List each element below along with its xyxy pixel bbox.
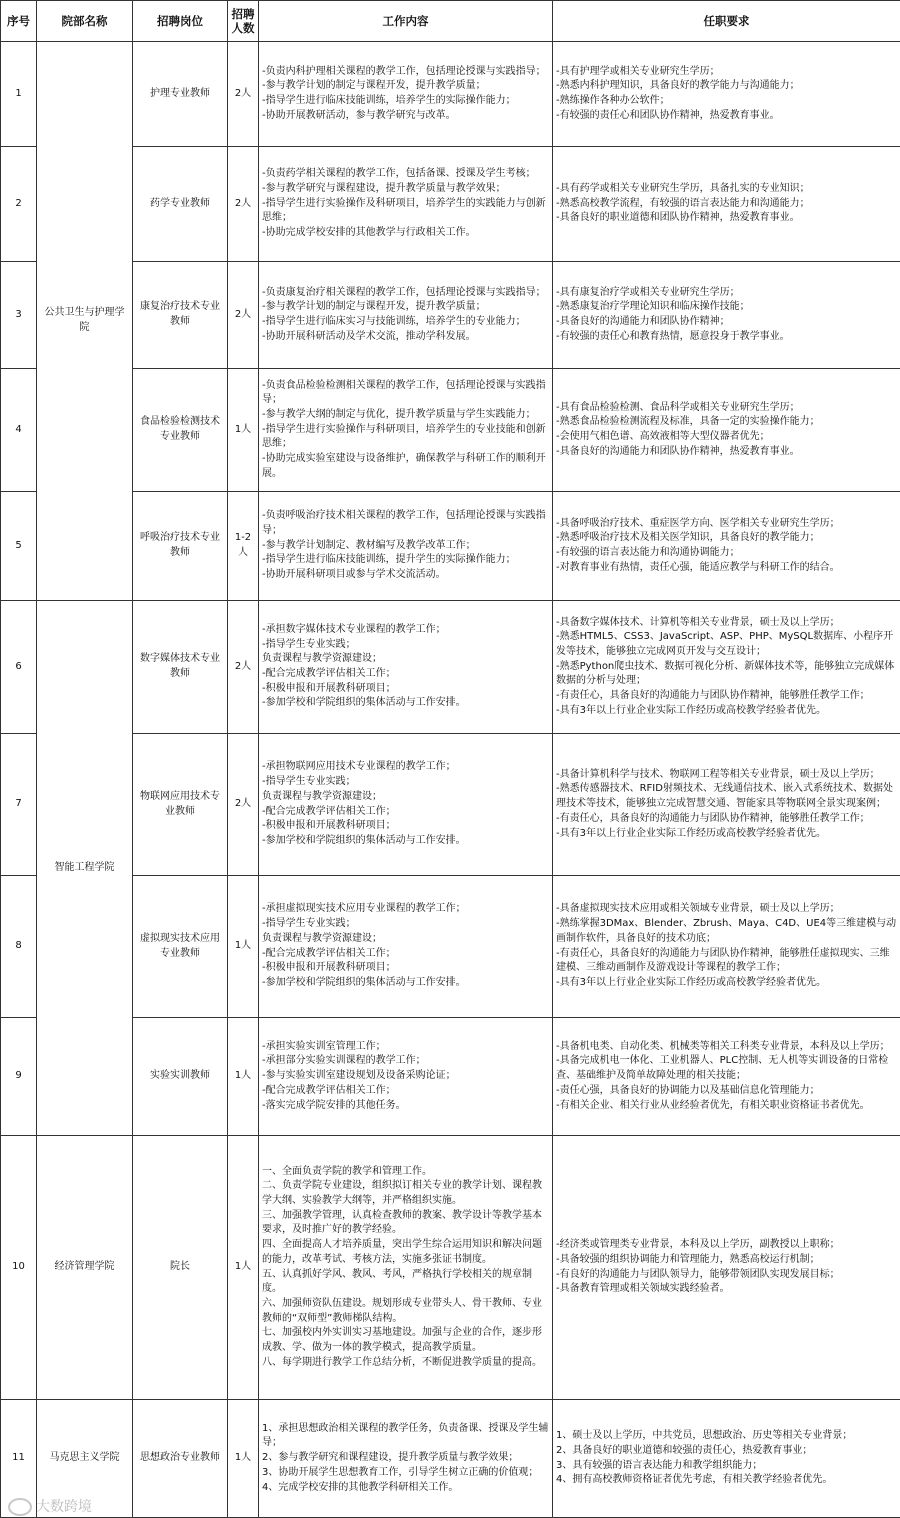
requirement-line: -熟悉康复治疗学理论知识和临床操作技能； — [556, 301, 750, 313]
row-number: 4 — [1, 369, 37, 492]
header-no: 序号 — [1, 1, 37, 42]
row-number: 1 — [1, 42, 37, 147]
row-number: 5 — [1, 492, 37, 601]
table-row — [1, 1400, 900, 1518]
requirement-line: -熟悉Python爬虫技术、数据可视化分析、新媒体技术等，能够独立完成媒体数据的分析与处理； — [556, 660, 895, 687]
duty-line: -指导学生进行临床技能训练，培养学生的实际操作能力； — [262, 95, 516, 106]
requirement-line: -熟练操作各种办公软件； — [556, 95, 670, 106]
table-row — [1, 42, 900, 147]
requirement-line: 2、具备良好的职业道德和较强的责任心，热爱教育事业； — [556, 1444, 813, 1456]
job-requirements — [553, 1018, 900, 1136]
requirement-line: -具备计算机科学与技术、物联网工程等相关专业背景，硕士及以上学历； — [556, 768, 880, 780]
requirement-line: -熟悉食品检验检测流程及标准，具备一定的实验操作能力； — [556, 416, 820, 428]
job-duties — [259, 262, 553, 369]
job-requirements — [553, 1136, 900, 1400]
duty-line: -积极申报和开展教科研项目； — [262, 820, 396, 832]
requirement-line: -具备虚拟现实技术应用或相关领域专业背景，硕士及以上学历； — [556, 903, 840, 915]
duty-line: -参加学校和学院组织的集体活动与工作安排。 — [262, 697, 466, 709]
header-department: 院部名称 — [37, 1, 133, 42]
duty-line: -负责康复治疗相关课程的教学工作，包括理论授课与实践指导； — [262, 286, 546, 298]
requirement-line: -熟悉高校教学流程，有较强的语言表达能力和沟通能力； — [556, 197, 810, 209]
requirement-line: -有相关企业、相关行业从业经验者优先，有相关职业资格证书者优先。 — [556, 1099, 870, 1111]
job-requirements — [553, 876, 900, 1018]
department-name: 马克思主义学院 — [37, 1400, 133, 1518]
requirement-line: 1、硕士及以上学历，中共党员，思想政治、历史等相关专业背景； — [556, 1430, 853, 1442]
table-row — [1, 1136, 900, 1400]
duty-line: -负责食品检验检测相关课程的教学工作，包括理论授课与实践指导； — [262, 379, 546, 406]
position-title: 护理专业教师 — [133, 42, 228, 147]
requirement-line: -具备机电类、自动化类、机械类等相关工科类专业背景，本科及以上学历； — [556, 1040, 890, 1052]
duty-line: 2、参与教学研究和课程建设，提升教学质量与教学效果； — [262, 1452, 519, 1464]
duty-line: -指导学生进行实验操作与科研项目，培养学生的专业技能和创新思维； — [262, 423, 546, 450]
duty-line: -负责内科护理相关课程的教学工作，包括理论授课与实践指导； — [262, 65, 546, 77]
table-header-row — [1, 1, 900, 42]
requirement-line: -有良好的沟通能力与团队领导力，能够带领团队实现发展目标； — [556, 1268, 840, 1280]
row-number: 2 — [1, 147, 37, 262]
duty-line: -协助开展科研活动及学术交流，推动学科发展。 — [262, 330, 476, 342]
row-number: 6 — [1, 601, 37, 734]
duty-line: -协助开展教研活动，参与教学研究与改革。 — [262, 109, 456, 121]
requirement-line: -具有食品检验检测、食品科学或相关专业研究生学历； — [556, 401, 800, 413]
requirement-line: -熟悉呼吸治疗技术及相关医学知识，具备良好的教学能力； — [556, 532, 820, 544]
table-row — [1, 876, 900, 1018]
duty-line: 四、全面提高人才培养质量，突出学生综合运用知识和解决问题的能力，改革考试、考核方法，实施多张证书制度。 — [262, 1239, 542, 1265]
duty-line: -承担数字媒体技术专业课程的教学工作； — [262, 623, 446, 635]
duty-line: 三、加强教学管理，认真检查教师的教案、教学设计等教学基本要求，及时推广好的教学经验。 — [262, 1209, 542, 1236]
requirement-line: -有较强的语言表达能力和沟通协调能力； — [556, 547, 740, 558]
duty-line: 3、协助开展学生思想教育工作，引导学生树立正确的价值观； — [262, 1466, 539, 1478]
job-requirements — [553, 734, 900, 876]
requirement-line: -经济类或管理类专业背景，本科及以上学历，副教授以上职称； — [556, 1239, 840, 1251]
job-duties — [259, 601, 553, 734]
requirement-line: -具有药学或相关专业研究生学历，具备扎实的专业知识； — [556, 182, 810, 194]
requirement-line: -具备良好的沟通能力和团队协作精神； — [556, 316, 730, 327]
duty-line: -积极申报和开展教科研项目； — [262, 962, 396, 974]
duty-line: 八、每学期进行教学工作总结分析，不断促进教学质量的提高。 — [262, 1356, 542, 1368]
header-position: 招聘岗位 — [133, 1, 228, 42]
duty-line: -承担虚拟现实技术应用专业课程的教学工作； — [262, 903, 466, 915]
watermark-text: 大数跨境 — [36, 1499, 92, 1515]
header-requirements: 任职要求 — [553, 1, 900, 42]
requirement-line: -具有康复治疗学或相关专业研究生学历； — [556, 286, 740, 298]
duty-line: 负责课程与教学资源建设； — [262, 653, 382, 665]
duty-line: 4、完成学校安排的其他教学科研相关工作。 — [262, 1481, 459, 1493]
headcount: 2人 — [228, 734, 259, 876]
duty-line: -指导学生进行临床实习与技能训练，培养学生的专业能力； — [262, 316, 526, 327]
requirement-line: -具备教育管理或相关领域实践经验者。 — [556, 1283, 730, 1295]
position-title: 食品检验检测技术专业教师 — [133, 369, 228, 492]
requirement-line: -具备数字媒体技术、计算机等相关专业背景，硕士及以上学历； — [556, 616, 840, 628]
requirement-line: -对教育事业有热情，责任心强，能适应教学与科研工作的结合。 — [556, 561, 840, 573]
row-number: 7 — [1, 734, 37, 876]
job-requirements — [553, 42, 900, 147]
duty-line: 二、负责学院专业建设，组织拟订相关专业的教学计划、课程教学大纲、实验教学大纲等，并严格组织实施。 — [262, 1180, 542, 1206]
department-name: 智能工程学院 — [37, 601, 133, 1136]
job-requirements — [553, 262, 900, 369]
headcount: 2人 — [228, 262, 259, 369]
department-name: 经济管理学院 — [37, 1136, 133, 1400]
headcount: 1人 — [228, 1136, 259, 1400]
requirement-line: -熟悉HTML5、CSS3、JavaScript、ASP、PHP、MySQL数据库、小程序开发等技术，能够独立完成网页开发与交互设计； — [556, 631, 894, 657]
headcount: 2人 — [228, 601, 259, 734]
duty-line: -指导学生进行临床技能训练，提升学生的实际操作能力； — [262, 554, 516, 566]
requirement-line: -具有3年以上行业企业实际工作经历或高校教学经验者优先。 — [556, 704, 826, 716]
table-row — [1, 1018, 900, 1136]
duty-line: -承担部分实验实训课程的教学工作； — [262, 1055, 426, 1067]
position-title: 康复治疗技术专业教师 — [133, 262, 228, 369]
headcount: 1人 — [228, 876, 259, 1018]
row-number: 10 — [1, 1136, 37, 1400]
requirement-line: -有责任心，具备良好的沟通能力与团队协作精神，能够胜任教学工作； — [556, 812, 870, 824]
table-row — [1, 147, 900, 262]
job-requirements — [553, 147, 900, 262]
duty-line: -配合完成教学评估相关工作； — [262, 1084, 396, 1096]
requirement-line: -具备完成机电一体化、工业机器人、PLC控制、无人机等实训设备的日常检查、基础维护及简单故障处理的相关技能； — [556, 1055, 889, 1082]
requirement-line: -具有护理学或相关专业研究生学历； — [556, 65, 720, 77]
duty-line: -负责药学相关课程的教学工作，包括备课、授课及学生考核； — [262, 168, 536, 180]
duty-line: -协助完成学校安排的其他教学与行政相关工作。 — [262, 227, 476, 239]
job-requirements — [553, 1400, 900, 1518]
requirement-line: -具备良好的沟通能力和团队协作精神，热爱教育事业。 — [556, 445, 800, 457]
requirement-line: -具有3年以上行业企业实际工作经历或高校教学经验者优先。 — [556, 976, 826, 988]
duty-line: 负责课程与教学资源建设； — [262, 790, 382, 802]
requirement-line: -熟练掌握3DMax、Blender、Zbrush、Maya、C4D、UE4等三维建模与动画制作软件，具备良好的技术功底； — [556, 918, 897, 944]
requirement-line: -具备呼吸治疗技术、重症医学方向、医学相关专业研究生学历； — [556, 517, 840, 529]
duty-line: -参与教学计划制定、教材编写及教学改革工作； — [262, 539, 476, 551]
duty-line: -参加学校和学院组织的集体活动与工作安排。 — [262, 976, 466, 988]
requirement-line: 4、拥有高校教师资格证者优先考虑，有相关教学经验者优先。 — [556, 1474, 833, 1486]
position-title: 物联网应用技术专业教师 — [133, 734, 228, 876]
position-title: 数字媒体技术专业教师 — [133, 601, 228, 734]
headcount: 2人 — [228, 42, 259, 147]
position-title: 虚拟现实技术应用专业教师 — [133, 876, 228, 1018]
position-title: 呼吸治疗技术专业教师 — [133, 492, 228, 601]
headcount: 1人 — [228, 369, 259, 492]
requirement-line: -有较强的责任心和团队协作精神，热爱教育事业。 — [556, 109, 780, 121]
duty-line: -参加学校和学院组织的集体活动与工作安排。 — [262, 834, 466, 846]
requirement-line: -具有3年以上行业企业实际工作经历或高校教学经验者优先。 — [556, 827, 826, 839]
duty-line: -协助开展科研项目或参与学术交流活动。 — [262, 569, 446, 581]
duty-line: -负责呼吸治疗技术相关课程的教学工作，包括理论授课与实践指导； — [262, 510, 546, 536]
duty-line: -指导学生进行实验操作及科研项目，培养学生的实践能力与创新思维； — [262, 197, 546, 224]
table-row — [1, 601, 900, 734]
headcount: 1人 — [228, 1018, 259, 1136]
row-number: 11 — [1, 1400, 37, 1518]
requirement-line: -有责任心，具备良好的沟通能力与团队协作精神，能够胜任虚拟现实、三维建模、三维动画制作及游戏设计等课程的教学工作； — [556, 947, 890, 974]
headcount: 2人 — [228, 147, 259, 262]
job-requirements — [553, 369, 900, 492]
table-row — [1, 369, 900, 492]
duty-line: 负责课程与教学资源建设； — [262, 932, 382, 944]
duty-line: -参与教学大纲的制定与优化，提升教学质量与学生实践能力； — [262, 408, 536, 420]
position-title: 实验实训教师 — [133, 1018, 228, 1136]
duty-line: 一、全面负责学院的教学和管理工作。 — [262, 1165, 432, 1177]
table-row — [1, 262, 900, 369]
duty-line: -参与教学计划的制定与课程开发，提升教学质量； — [262, 80, 486, 92]
duty-line: -协助完成实验室建设与设备维护，确保教学与科研工作的顺利开展。 — [262, 453, 546, 479]
duty-line: -积极申报和开展教科研项目； — [262, 682, 396, 694]
duty-line: -配合完成教学评估相关工作； — [262, 947, 396, 959]
table-row — [1, 492, 900, 601]
duty-line: 1、承担思想政治相关课程的教学任务，负责备课、授课及学生辅导； — [262, 1422, 549, 1449]
position-title: 院长 — [133, 1136, 228, 1400]
position-title: 思想政治专业教师 — [133, 1400, 228, 1518]
job-duties — [259, 492, 553, 601]
duty-line: -承担实验实训室管理工作； — [262, 1040, 386, 1052]
department-name: 公共卫生与护理学院 — [37, 42, 133, 601]
row-number: 3 — [1, 262, 37, 369]
duty-line: -参与教学研究与课程建设，提升教学质量与教学效果； — [262, 182, 506, 194]
duty-line: -配合完成教学评估相关工作； — [262, 805, 396, 817]
watermark — [8, 1496, 92, 1516]
requirement-line: -具备良好的职业道德和团队协作精神，热爱教育事业。 — [556, 212, 800, 224]
table-row — [1, 734, 900, 876]
duty-line: -承担物联网应用技术专业课程的教学工作； — [262, 761, 456, 773]
watermark-logo-icon — [8, 1498, 32, 1516]
duty-line: -配合完成教学评估相关工作； — [262, 668, 396, 679]
duty-line: 七、加强校内外实训实习基地建设。加强与企业的合作，逐步形成教、学、做为一体的教学模式，提高教学质量。 — [262, 1327, 542, 1354]
duty-line: 六、加强师资队伍建设。规划形成专业带头人、骨干教师、专业教师的“双师型”教师梯队结构。 — [262, 1297, 542, 1324]
requirement-line: -责任心强，具备良好的协调能力以及基础信息化管理能力； — [556, 1084, 820, 1096]
job-duties — [259, 1400, 553, 1518]
job-duties — [259, 147, 553, 262]
job-requirements — [553, 601, 900, 734]
duty-line: -落实完成学院安排的其他任务。 — [262, 1099, 406, 1111]
headcount: 1人 — [228, 1400, 259, 1518]
requirement-line: 3、具有较强的语言表达能力和教学组织能力； — [556, 1459, 763, 1471]
requirement-line: -熟悉传感器技术、RFID射频技术、无线通信技术、嵌入式系统技术、数据处理技术等技术，能够独立完成智慧交通、智能家具等物联网全景实现案例； — [556, 783, 893, 810]
requirement-line: -会使用气相色谱、高效液相等大型仪器者优先； — [556, 431, 770, 442]
job-duties — [259, 1018, 553, 1136]
position-title: 药学专业教师 — [133, 147, 228, 262]
job-duties — [259, 42, 553, 147]
requirement-line: -具备较强的组织协调能力和管理能力，熟悉高校运行机制； — [556, 1253, 820, 1265]
requirement-line: -有较强的责任心和教育热情，愿意投身于教学事业。 — [556, 330, 790, 342]
headcount: 1-2人 — [228, 492, 259, 601]
requirement-line: -有责任心，具备良好的沟通能力与团队协作精神，能够胜任教学工作； — [556, 690, 870, 702]
duty-line: -参与教学计划的制定与课程开发，提升教学质量； — [262, 301, 486, 313]
job-duties — [259, 734, 553, 876]
duty-line: 五、认真抓好学风、教风、考风，严格执行学校相关的规章制度。 — [262, 1268, 532, 1295]
duty-line: -指导学生专业实践； — [262, 918, 356, 930]
duty-line: -参与实验实训室建设规划及设备采购论证； — [262, 1070, 456, 1082]
row-number: 8 — [1, 876, 37, 1018]
header-duties: 工作内容 — [259, 1, 553, 42]
duty-line: -指导学生专业实践； — [262, 776, 356, 788]
row-number: 9 — [1, 1018, 37, 1136]
job-duties — [259, 876, 553, 1018]
header-count: 招聘人数 — [228, 1, 259, 42]
job-duties — [259, 369, 553, 492]
duty-line: -指导学生专业实践； — [262, 638, 356, 650]
job-duties — [259, 1136, 553, 1400]
requirement-line: -熟悉内科护理知识，具备良好的教学能力与沟通能力； — [556, 80, 800, 92]
job-requirements — [553, 492, 900, 601]
